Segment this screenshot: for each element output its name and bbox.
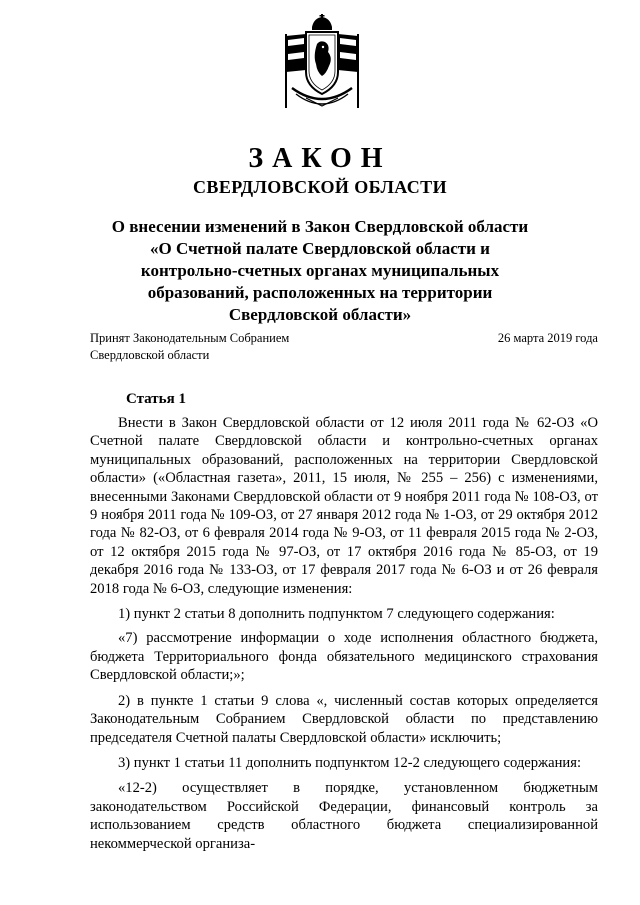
- adoption-date: 26 марта 2019 года: [497, 331, 598, 345]
- subject-line: образований, расположенных на территории: [147, 283, 493, 302]
- adopted-by-line: Свердловской области: [90, 348, 210, 362]
- article-paragraph: «12-2) осуществляет в порядке, установленном бюджетным законодательством Российской Федерации, финансовый контроль за использованием средств областного бюджета специализированной некоммерческой организа-: [90, 780, 598, 852]
- article-paragraph: 3) пункт 1 статьи 11 дополнить подпунктом 12-2 следующего содержания:: [118, 754, 582, 771]
- coat-of-arms-emblem: [272, 14, 372, 114]
- adopted-by-block: [90, 330, 289, 364]
- issuing-region-title: СВЕРДЛОВСКОЙ ОБЛАСТИ: [193, 177, 447, 197]
- article-paragraph: 2) в пункте 1 статьи 9 слова «, численный состав которых определяется Законодательным Собранием Свердловской области по представлению председателя Счетной палаты Свердловской области» исключить;: [90, 692, 598, 746]
- subject-line: О внесении изменений в Закон Свердловской области: [111, 217, 529, 236]
- article-paragraph: 1) пункт 2 статьи 8 дополнить подпунктом 7 следующего содержания:: [118, 606, 555, 623]
- document-type-title: ЗАКОН: [248, 143, 392, 174]
- article-heading: Статья 1: [126, 391, 186, 407]
- adopted-by-line: Принят Законодательным Собранием: [90, 331, 290, 345]
- article-paragraph: «7) рассмотрение информации о ходе исполнения областного бюджета, бюджета Территориального фонда обязательного медицинского страхования Свердловской области;»;: [90, 630, 598, 684]
- law-subject-title: [0, 216, 640, 326]
- article-body: [90, 414, 598, 860]
- subject-line: Свердловской области»: [228, 305, 412, 324]
- subject-line: «О Счетной палате Свердловской области и: [150, 239, 490, 258]
- article-paragraph: Внести в Закон Свердловской области от 12 июля 2011 года № 62-ОЗ «О Счетной палате Свердловской области и контрольно-счетных органах муниципальных образований, расположенных на территории Свердловской области» («Областная газета», 2011, 15 июля, № 255 – 256) с изменениями, внесенными Законами Свердловской области от 9 ноября 2011 года № 108-ОЗ, от 9 ноября 2011 года № 109-ОЗ, от 27 января 2012 года № 1-ОЗ, от 29 октября 2012 года № 82-ОЗ, от 6 февраля 2014 года № 9-ОЗ, от 11 февраля 2015 года № 2-ОЗ, от 12 октября 2015 года № 97-ОЗ, от 17 октября 2016 года № 85-ОЗ, от 19 декабря 2016 года № 133-ОЗ, от 17 февраля 2017 года № 6-ОЗ и от 26 февраля 2018 года № 6-ОЗ, следующие изменения:: [90, 415, 598, 597]
- coat-of-arms-icon: [272, 14, 372, 114]
- subject-line: контрольно-счетных органах муниципальных: [140, 261, 500, 280]
